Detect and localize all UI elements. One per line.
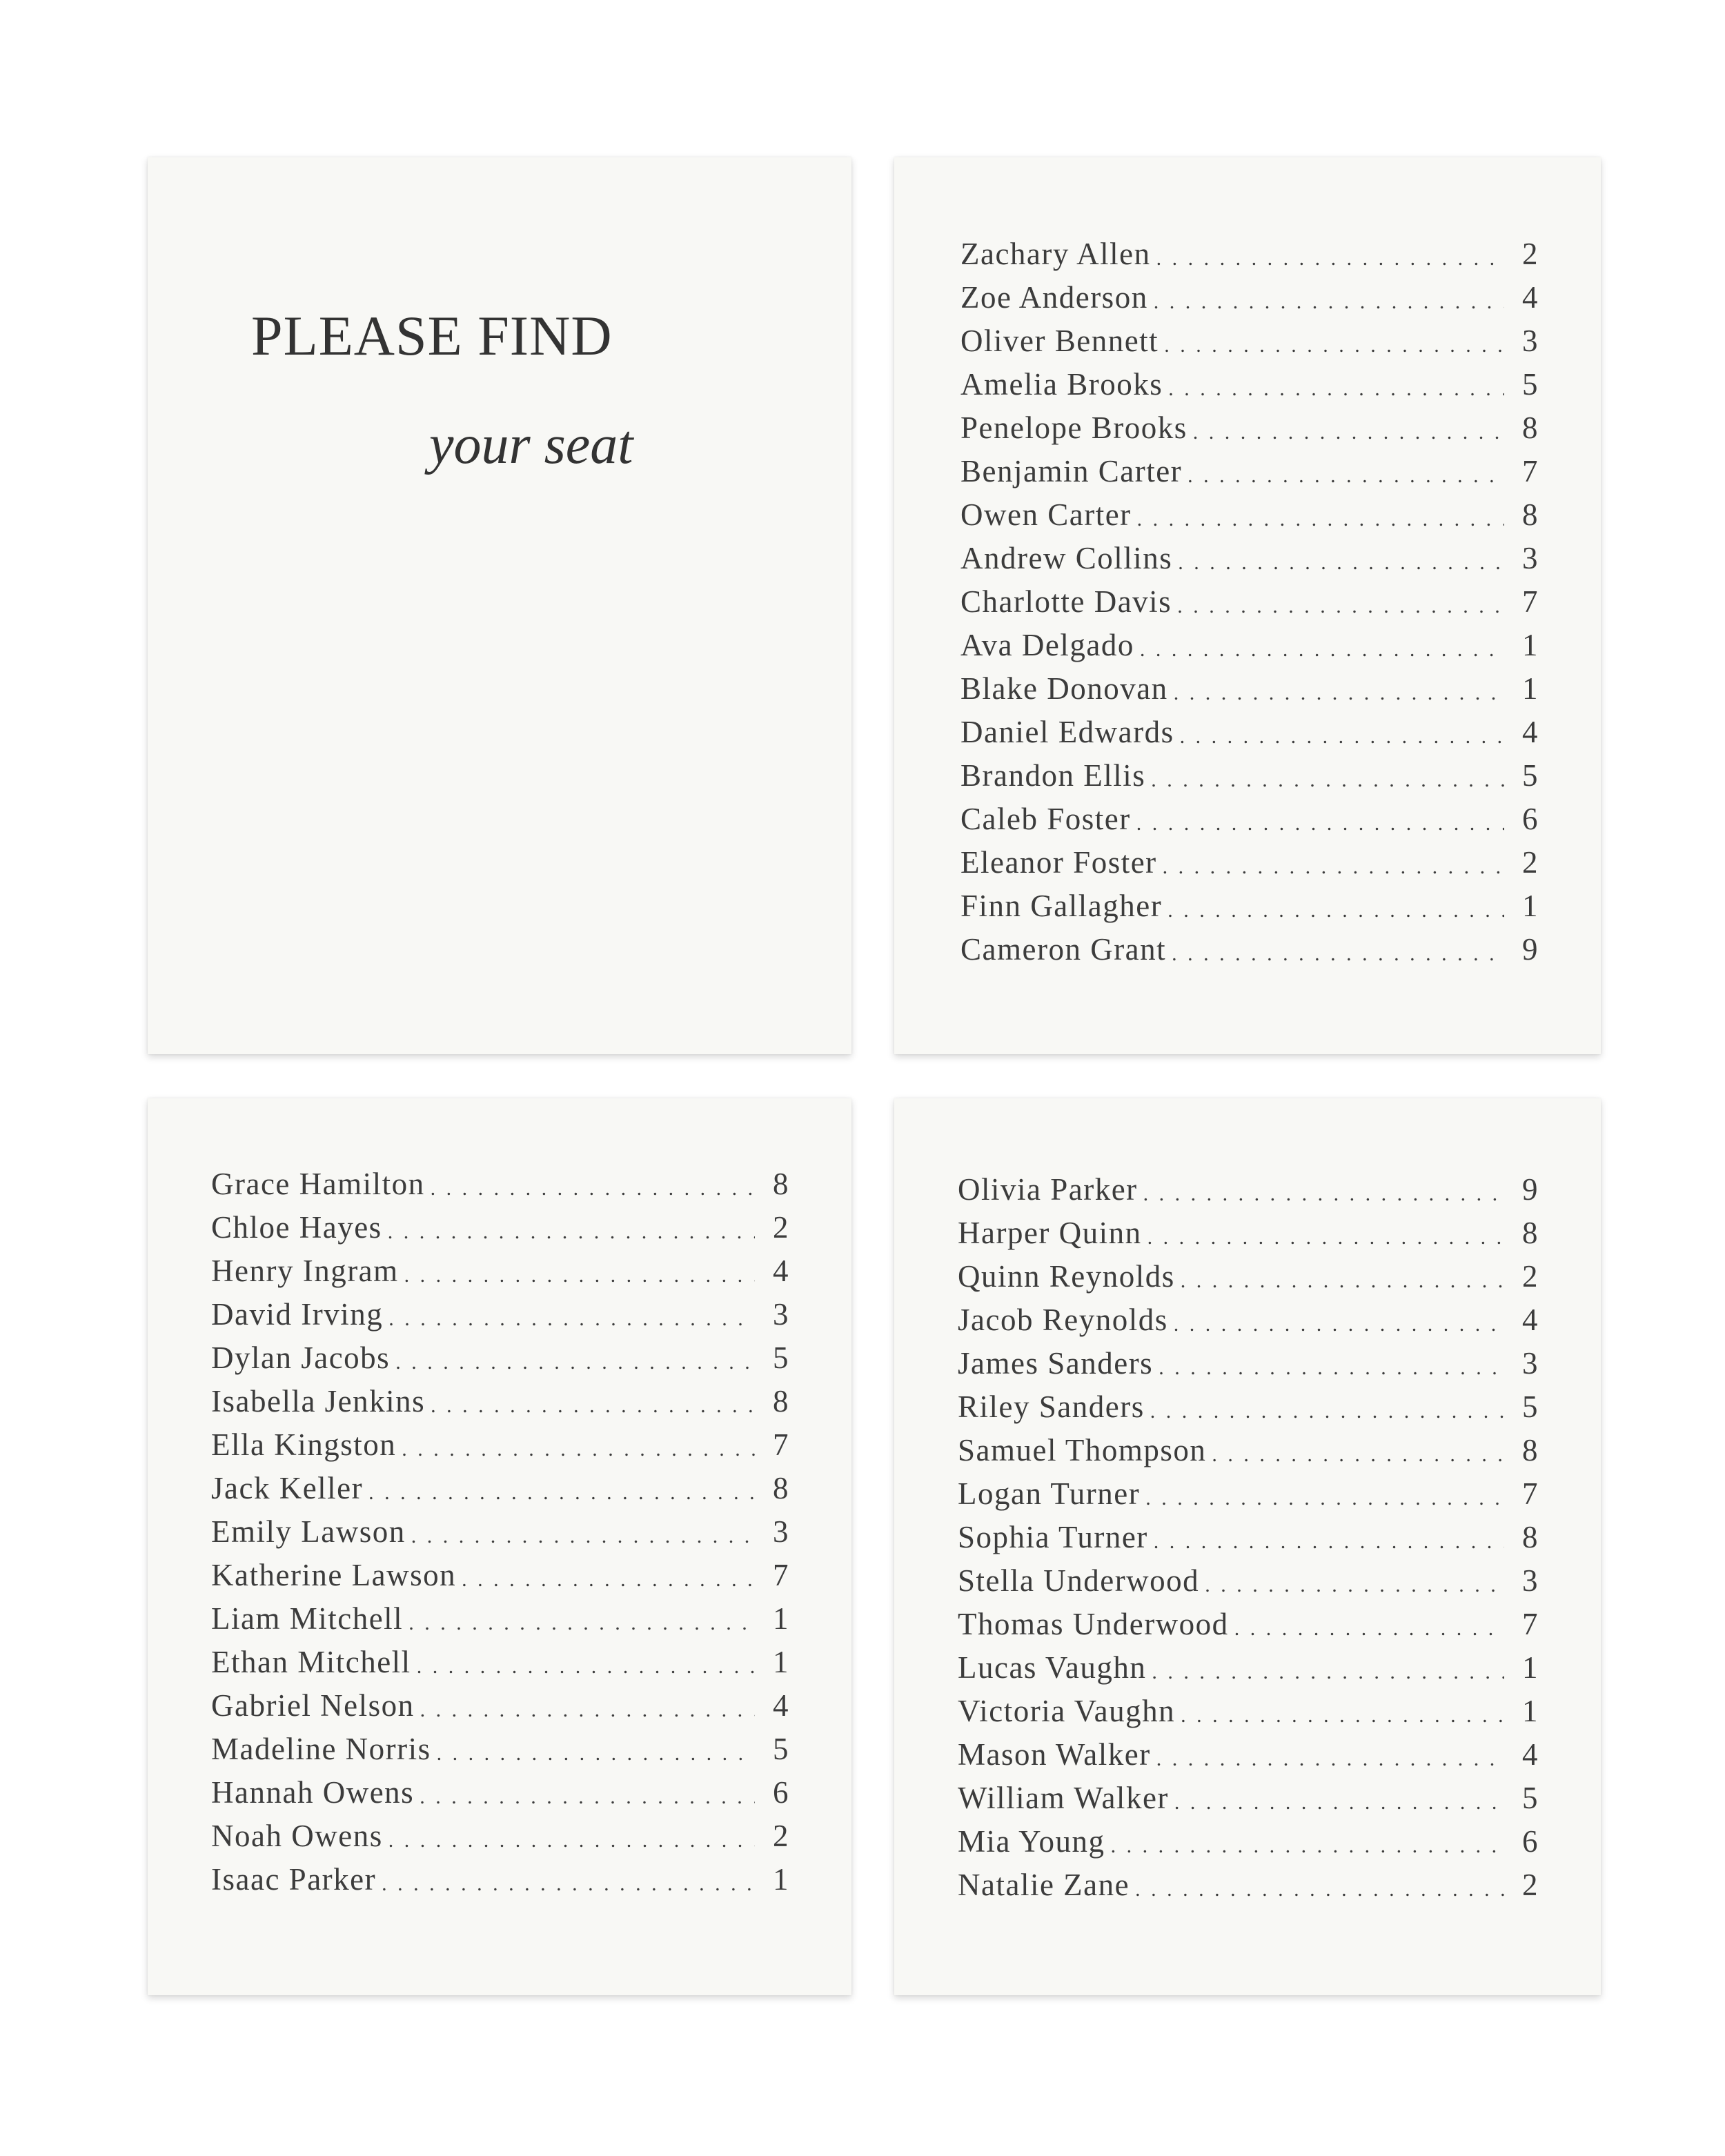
- guest-row: [960, 536, 1539, 580]
- guest-name: Blake Donovan: [960, 671, 1168, 706]
- guest-name: Daniel Edwards: [960, 714, 1174, 749]
- table-number: 4: [773, 1253, 789, 1288]
- guest-row: [958, 1341, 1539, 1385]
- guest-name: Eleanor Foster: [960, 844, 1157, 880]
- guest-name: Thomas Underwood: [958, 1606, 1229, 1641]
- table-number: 9: [1522, 1171, 1539, 1207]
- table-number: 8: [1522, 1215, 1539, 1250]
- guest-row: [960, 623, 1539, 666]
- guest-row: [958, 1602, 1539, 1645]
- guest-name: Penelope Brooks: [960, 410, 1187, 445]
- guest-row: [211, 1857, 789, 1901]
- dot-leader: [1156, 1738, 1504, 1771]
- seating-card-3: [894, 1098, 1601, 1995]
- dot-leader: [437, 1732, 755, 1766]
- guest-name: Victoria Vaughn: [958, 1693, 1176, 1728]
- dot-leader: [1150, 1390, 1504, 1423]
- guest-name: Isaac Parker: [211, 1861, 377, 1897]
- guest-row: [958, 1559, 1539, 1602]
- dot-leader: [431, 1385, 755, 1418]
- table-number: 5: [1522, 366, 1539, 402]
- table-number: 8: [1522, 1432, 1539, 1467]
- guest-name: Stella Underwood: [958, 1563, 1200, 1598]
- table-number: 4: [1522, 714, 1539, 749]
- table-number: 6: [1522, 1823, 1539, 1859]
- dot-leader: [1152, 1651, 1504, 1684]
- table-number: 7: [1522, 584, 1539, 619]
- guest-name: James Sanders: [958, 1345, 1154, 1381]
- guest-row: [958, 1863, 1539, 1906]
- table-number: 7: [1522, 1476, 1539, 1511]
- guest-row: [958, 1515, 1539, 1559]
- guest-row: [211, 1814, 789, 1857]
- table-number: 8: [773, 1166, 789, 1201]
- dot-leader: [1174, 1781, 1504, 1814]
- guest-row: [211, 1423, 789, 1466]
- table-number: 7: [773, 1427, 789, 1462]
- table-number: 1: [773, 1644, 789, 1679]
- guest-row: [211, 1466, 789, 1510]
- seating-card-2: [148, 1098, 851, 1995]
- guest-name: Jacob Reynolds: [958, 1302, 1168, 1337]
- dot-leader: [417, 1645, 755, 1679]
- dot-leader: [1167, 889, 1504, 922]
- dot-leader: [1136, 802, 1504, 835]
- guest-row: [960, 666, 1539, 710]
- guest-row: [960, 840, 1539, 884]
- table-number: 3: [773, 1514, 789, 1549]
- guest-name: Madeline Norris: [211, 1731, 431, 1766]
- guest-name: Riley Sanders: [958, 1389, 1145, 1424]
- guest-row: [960, 797, 1539, 840]
- guest-row: [958, 1819, 1539, 1863]
- dot-leader: [408, 1602, 755, 1635]
- guest-name: Charlotte Davis: [960, 584, 1172, 619]
- guest-name: Olivia Parker: [958, 1171, 1138, 1207]
- dot-leader: [1151, 759, 1504, 792]
- guest-row: [960, 927, 1539, 971]
- title-card: [148, 157, 851, 1054]
- dot-leader: [1145, 1477, 1504, 1510]
- dot-leader: [1137, 498, 1504, 531]
- guest-row: [958, 1254, 1539, 1298]
- table-number: 8: [773, 1383, 789, 1418]
- dot-leader: [1174, 672, 1504, 705]
- guest-name: Sophia Turner: [958, 1519, 1148, 1554]
- title-heading: PLEASE FIND: [251, 304, 613, 367]
- guest-row: [960, 884, 1539, 927]
- guest-name: Isabella Jenkins: [211, 1383, 426, 1418]
- dot-leader: [1177, 585, 1504, 618]
- dot-leader: [388, 1819, 755, 1852]
- table-number: 6: [773, 1774, 789, 1810]
- table-number: 7: [1522, 1606, 1539, 1641]
- table-number: 5: [773, 1731, 789, 1766]
- table-number: 2: [773, 1209, 789, 1245]
- guest-name: Gabriel Nelson: [211, 1688, 415, 1723]
- guest-name: Liam Mitchell: [211, 1601, 404, 1636]
- guest-name: Chloe Hayes: [211, 1209, 382, 1245]
- table-number: 2: [1522, 844, 1539, 880]
- dot-leader: [1164, 324, 1504, 357]
- guest-row: [958, 1385, 1539, 1428]
- dot-leader: [1187, 455, 1504, 488]
- guest-name: Samuel Thompson: [958, 1432, 1207, 1467]
- dot-leader: [1159, 1347, 1504, 1380]
- dot-leader: [382, 1863, 755, 1896]
- guest-row: [958, 1689, 1539, 1732]
- dot-leader: [1178, 542, 1504, 575]
- table-number: 8: [1522, 1519, 1539, 1554]
- guest-name: Zoe Anderson: [960, 279, 1148, 315]
- guest-row: [211, 1292, 789, 1336]
- seating-list: [211, 1162, 789, 1901]
- dot-leader: [420, 1776, 755, 1809]
- guest-row: [211, 1379, 789, 1423]
- table-number: 1: [773, 1861, 789, 1897]
- guest-row: [211, 1640, 789, 1683]
- guest-row: [960, 710, 1539, 753]
- table-number: 1: [1522, 888, 1539, 923]
- table-number: 9: [1522, 931, 1539, 967]
- table-number: 1: [1522, 1650, 1539, 1685]
- guest-row: [211, 1596, 789, 1640]
- dot-leader: [388, 1298, 755, 1331]
- guest-row: [960, 319, 1539, 362]
- seating-list: [960, 232, 1539, 971]
- guest-row: [958, 1298, 1539, 1341]
- guest-name: William Walker: [958, 1780, 1169, 1815]
- guest-row: [211, 1683, 789, 1727]
- guest-row: [960, 580, 1539, 623]
- dot-leader: [388, 1211, 755, 1244]
- dot-leader: [1140, 629, 1504, 662]
- table-number: 3: [773, 1296, 789, 1332]
- dot-leader: [1193, 411, 1504, 444]
- guest-name: Katherine Lawson: [211, 1557, 457, 1592]
- guest-row: [958, 1645, 1539, 1689]
- guest-row: [960, 275, 1539, 319]
- table-number: 8: [773, 1470, 789, 1505]
- guest-row: [958, 1167, 1539, 1211]
- dot-leader: [1181, 1694, 1504, 1728]
- guest-name: Ethan Mitchell: [211, 1644, 411, 1679]
- table-number: 4: [773, 1688, 789, 1723]
- table-number: 3: [1522, 1563, 1539, 1598]
- guest-name: Grace Hamilton: [211, 1166, 425, 1201]
- table-number: 7: [1522, 453, 1539, 488]
- guest-row: [960, 449, 1539, 493]
- table-number: 3: [1522, 1345, 1539, 1381]
- table-number: 5: [1522, 1780, 1539, 1815]
- table-number: 4: [1522, 279, 1539, 315]
- table-number: 7: [773, 1557, 789, 1592]
- dot-leader: [1163, 846, 1504, 879]
- guest-name: Quinn Reynolds: [958, 1258, 1175, 1294]
- guest-name: Hannah Owens: [211, 1774, 415, 1810]
- title-subheading: your seat: [429, 415, 633, 475]
- guest-name: Emily Lawson: [211, 1514, 406, 1549]
- guest-name: Oliver Bennett: [960, 323, 1159, 358]
- guest-name: Mia Young: [958, 1823, 1105, 1859]
- guest-name: Harper Quinn: [958, 1215, 1142, 1250]
- guest-row: [211, 1553, 789, 1596]
- guest-row: [960, 493, 1539, 536]
- table-number: 5: [1522, 1389, 1539, 1424]
- dot-leader: [1143, 1173, 1504, 1206]
- guest-row: [211, 1336, 789, 1379]
- table-number: 8: [1522, 497, 1539, 532]
- dot-leader: [368, 1472, 755, 1505]
- dot-leader: [1154, 1521, 1504, 1554]
- dot-leader: [431, 1167, 755, 1200]
- guest-row: [211, 1770, 789, 1814]
- guest-name: David Irving: [211, 1296, 384, 1332]
- dot-leader: [1111, 1825, 1504, 1858]
- guest-row: [211, 1727, 789, 1770]
- guest-row: [211, 1510, 789, 1553]
- guest-name: Noah Owens: [211, 1818, 383, 1853]
- table-number: 1: [1522, 671, 1539, 706]
- guest-row: [958, 1732, 1539, 1776]
- table-number: 3: [1522, 323, 1539, 358]
- dot-leader: [411, 1515, 755, 1548]
- dot-leader: [1181, 1260, 1504, 1293]
- guest-name: Zachary Allen: [960, 236, 1151, 271]
- guest-row: [958, 1211, 1539, 1254]
- table-number: 6: [1522, 801, 1539, 836]
- table-number: 2: [1522, 1258, 1539, 1294]
- guest-row: [960, 232, 1539, 275]
- guest-name: Brandon Ellis: [960, 758, 1146, 793]
- guest-name: Dylan Jacobs: [211, 1340, 391, 1375]
- dot-leader: [1156, 237, 1504, 270]
- guest-name: Henry Ingram: [211, 1253, 399, 1288]
- guest-row: [211, 1205, 789, 1249]
- seating-list: [958, 1167, 1539, 1906]
- table-number: 3: [1522, 540, 1539, 575]
- guest-name: Owen Carter: [960, 497, 1132, 532]
- table-number: 2: [1522, 1867, 1539, 1902]
- guest-row: [960, 406, 1539, 449]
- guest-name: Natalie Zane: [958, 1867, 1130, 1902]
- dot-leader: [404, 1254, 755, 1287]
- dot-leader: [462, 1559, 755, 1592]
- seating-card-1: [894, 157, 1601, 1054]
- table-number: 2: [773, 1818, 789, 1853]
- dot-leader: [1168, 368, 1504, 401]
- guest-name: Mason Walker: [958, 1737, 1151, 1772]
- table-number: 1: [1522, 1693, 1539, 1728]
- table-number: 2: [1522, 236, 1539, 271]
- guest-row: [960, 753, 1539, 797]
- guest-name: Cameron Grant: [960, 931, 1167, 967]
- guest-row: [960, 362, 1539, 406]
- table-number: 8: [1522, 410, 1539, 445]
- guest-row: [211, 1249, 789, 1292]
- dot-leader: [395, 1341, 755, 1374]
- table-number: 1: [773, 1601, 789, 1636]
- dot-leader: [1205, 1564, 1504, 1597]
- dot-leader: [1234, 1608, 1504, 1641]
- guest-name: Benjamin Carter: [960, 453, 1183, 488]
- guest-row: [958, 1472, 1539, 1515]
- guest-name: Amelia Brooks: [960, 366, 1163, 402]
- dot-leader: [1174, 1303, 1504, 1336]
- guest-name: Jack Keller: [211, 1470, 364, 1505]
- table-number: 5: [1522, 758, 1539, 793]
- dot-leader: [1154, 281, 1504, 314]
- guest-row: [958, 1428, 1539, 1472]
- table-number: 4: [1522, 1302, 1539, 1337]
- table-number: 5: [773, 1340, 789, 1375]
- guest-name: Ella Kingston: [211, 1427, 397, 1462]
- dot-leader: [420, 1689, 755, 1722]
- guest-name: Finn Gallagher: [960, 888, 1163, 923]
- dot-leader: [1135, 1868, 1504, 1901]
- dot-leader: [1212, 1434, 1504, 1467]
- dot-leader: [402, 1428, 755, 1461]
- guest-row: [211, 1162, 789, 1205]
- table-number: 4: [1522, 1737, 1539, 1772]
- guest-name: Lucas Vaughn: [958, 1650, 1147, 1685]
- guest-name: Logan Turner: [958, 1476, 1141, 1511]
- dot-leader: [1180, 715, 1504, 749]
- table-number: 1: [1522, 627, 1539, 662]
- guest-name: Ava Delgado: [960, 627, 1134, 662]
- dot-leader: [1147, 1216, 1504, 1249]
- guest-row: [958, 1776, 1539, 1819]
- dot-leader: [1172, 933, 1504, 966]
- guest-name: Caleb Foster: [960, 801, 1131, 836]
- guest-name: Andrew Collins: [960, 540, 1173, 575]
